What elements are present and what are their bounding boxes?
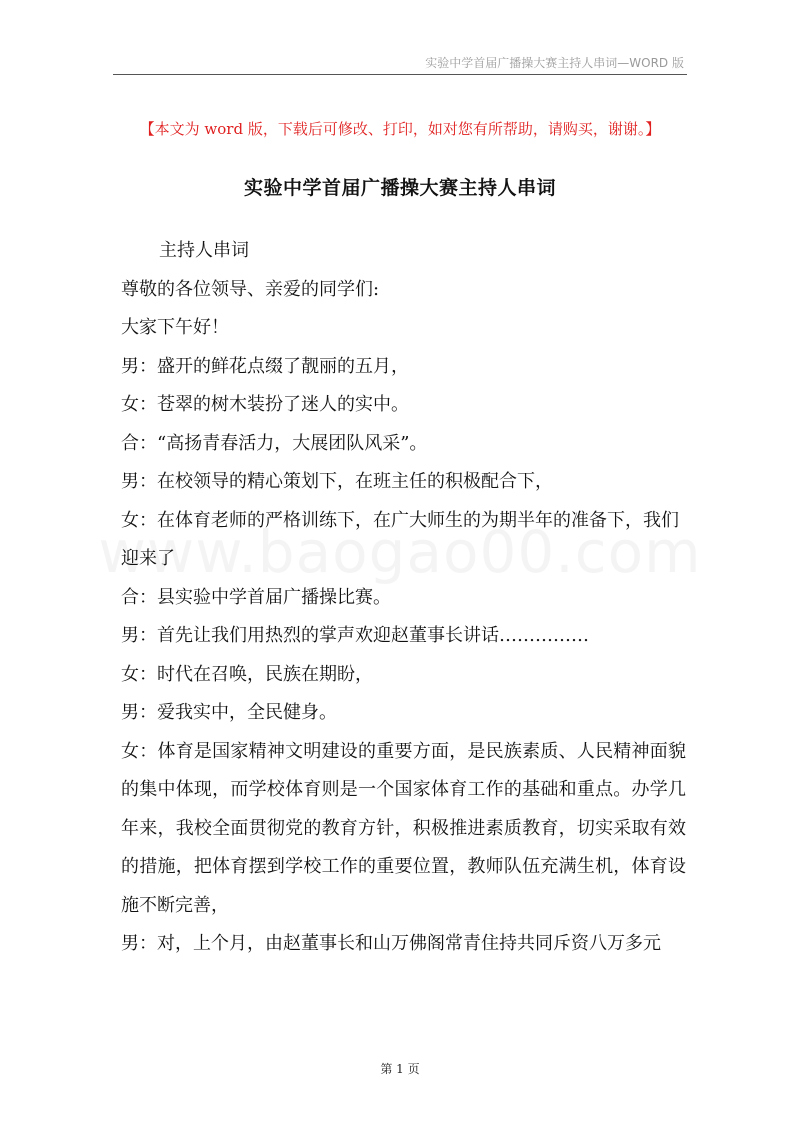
paragraph-section-label: 主持人串词 [159, 240, 249, 261]
page-header-title: 实验中学首届广播操大赛主持人串词—WORD 版 [425, 56, 684, 70]
paragraph: 男：对，上个月，由赵董事长和山万佛阁常青住持共同斥资八万多元 [121, 933, 661, 954]
page-number: 第 1 页 [380, 1062, 420, 1076]
paragraph: 合：“高扬青春活力，大展团队风采”。 [121, 432, 428, 454]
paragraph: 大家下午好！ [121, 317, 229, 338]
paragraph: 女：在体育老师的严格训练下，在广大师生的为期半年的准备下，我们迎来了 [121, 509, 679, 569]
paragraph: 男：盛开的鲜花点缀了靓丽的五月， [121, 355, 409, 377]
paragraph-greeting: 尊敬的各位领导、亲爱的同学们: [121, 278, 380, 300]
document-title: 实验中学首届广播操大赛主持人串词 [243, 177, 556, 199]
paragraph: 合：县实验中学首届广播操比赛。 [121, 586, 391, 608]
paragraph: 女：体育是国家精神文明建设的重要方面，是民族素质、人民精神面貌的集中体现，而学校体育则是一个国家体育工作的基础和重点。办学几年来，我校全面贯彻党的教育方针，积极推进素质教育，切实采取有效的措施，把体育摆到学校工作的重要位置，教师队伍充满生机，体育设施不断完善， [121, 740, 686, 916]
header-divider [113, 74, 687, 75]
document-body [121, 232, 686, 964]
paragraph: 男：在校领导的精心策划下，在班主任的积极配合下， [121, 471, 553, 492]
download-notice: 【本文为 word 版，下载后可修改、打印，如对您有所帮助，请购买，谢谢。】 [139, 120, 661, 138]
paragraph: 男：爱我实中，全民健身。 [121, 702, 337, 723]
paragraph: 男：首先让我们用热烈的掌声欢迎赵董事长讲话…………… [121, 625, 589, 646]
paragraph: 女：苍翠的树木装扮了迷人的实中。 [121, 394, 409, 415]
paragraph: 女：时代在召唤，民族在期盼， [121, 663, 373, 685]
